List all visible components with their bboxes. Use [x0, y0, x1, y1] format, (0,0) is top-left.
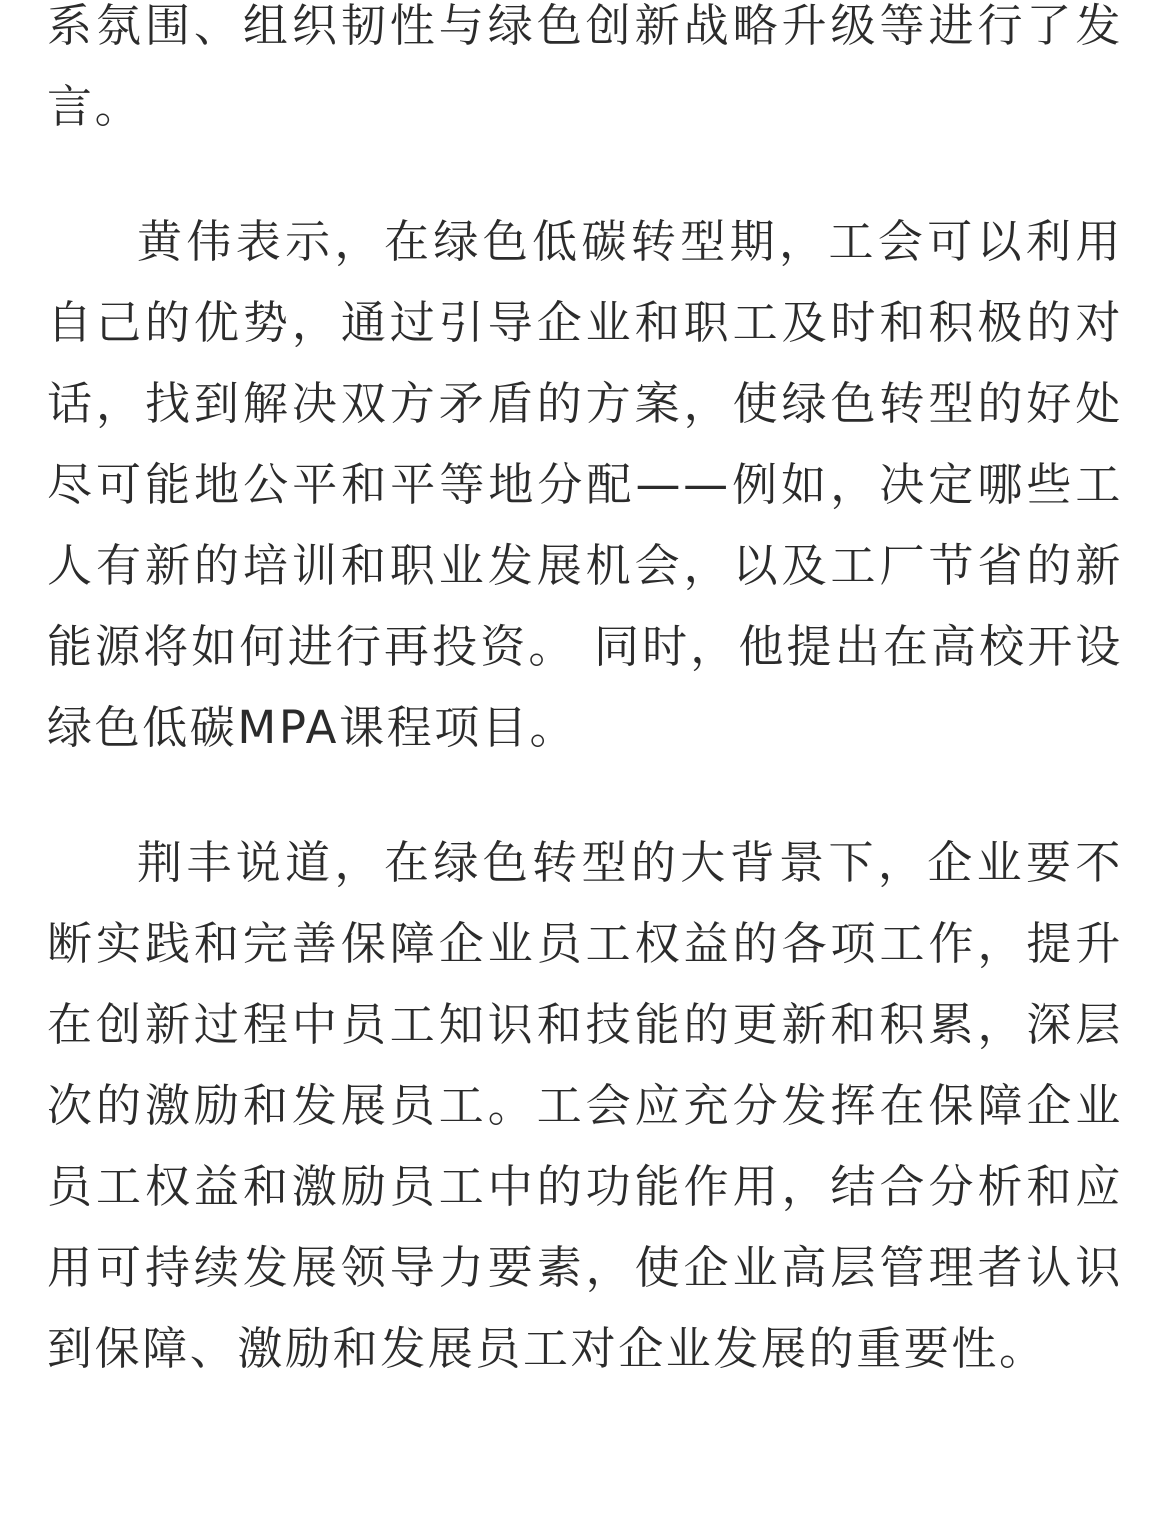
- paragraph-jing-feng: 荆丰说道，在绿色转型的大背景下，企业要不断实践和完善保障企业员工权益的各项工作，提升在创新过程中员工知识和技能的更新和积累，深层次的激励和发展员工。工会应充分发挥在保障企业员工权益和激励员工中的功能作用，结合分析和应用可持续发展领导力要素，使企业高层管理者认识到保障、激励和发展员工对企业发展的重要性。: [47, 836, 1123, 1375]
- article-body: [47, 0, 1123, 1389]
- paragraph-huang-wei: 黄伟表示，在绿色低碳转型期，工会可以利用自己的优势，通过引导企业和职工及时和积极的对话，找到解决双方矛盾的方案，使绿色转型的好处尽可能地公平和平等地分配——例如，决定哪些工人有新的培训和职业发展机会，以及工厂节省的新能源将如何进行再投资。 同时，他提出在高校开设绿色低碳MPA课程项目。: [47, 215, 1123, 754]
- paragraph-continued-intro: 系氛围、组织韧性与绿色创新战略升级等进行了发言。: [47, 0, 1123, 133]
